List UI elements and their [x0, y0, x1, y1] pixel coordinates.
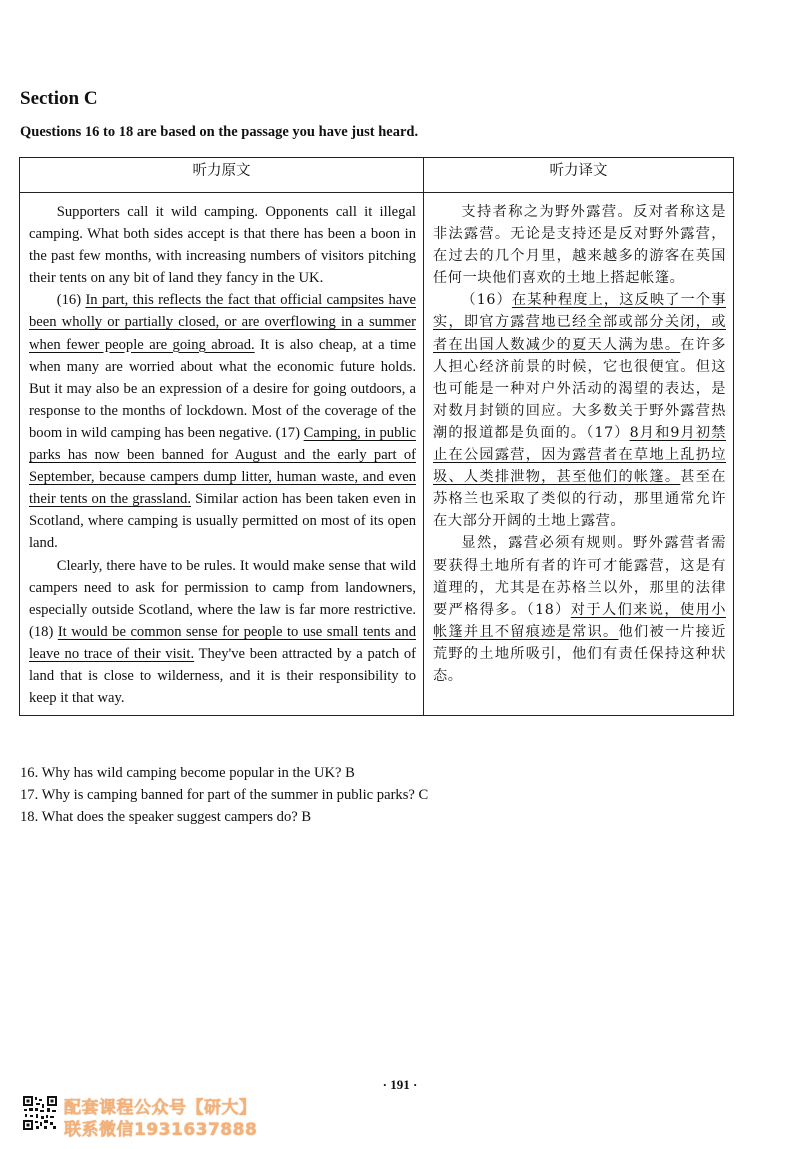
chinese-p2-end: 甚至在苏格兰也采取了类似的行动，那里通常允许在大部分开阔的土地上露营。 [433, 469, 726, 530]
chinese-p3-start: 显然，露营必须有规则。野外露营者需要获得土地所有者的许可才能露营，这是有道理的，尤其是在苏格兰以外，那里的法律要严格得多。（18） [433, 535, 726, 618]
header-translation: 听力译文 [424, 158, 734, 193]
english-p3-end: They've been attracted by a patch of land that is close to wilderness, and it is their responsibility to keep it that way. [29, 645, 417, 707]
cn-answer-18-underlined: 对于人们来说，使用小帐篷并且不留痕迹是常识。 [433, 601, 726, 640]
english-p2-middle: It is also cheap, at a time when many are worried about what the economic future holds. But it may also be an expression of a desire for going outdoors, a response to the months of lockdown. Most of the coverage of the boom in wild camping has been negative. (17) [29, 336, 416, 441]
chinese-paragraph-3 [433, 532, 726, 687]
qr-code-icon [22, 1095, 58, 1131]
answer-marker-16: (16) [56, 292, 86, 309]
chinese-p2-middle: 在许多人担心经济前景的时候，它也很便宜。但这也可能是一种对户外活动的渴望的表达，是对数月封锁的回应。大多数关于野外露营热潮的报道都是负面的。（17） [433, 336, 726, 441]
answer-17-underlined: Camping, in public parks has now been banned for August and the early part of September, because campers dump litter, human waste, and even their tents on the grassland. [29, 424, 416, 508]
english-paragraph-1: Supporters call it wild camping. Opponents call it illegal camping. What both sides accept is that there has been a boon in the past few months, with increasing numbers of visitors pitching their tents on any bit of land they fancy in the UK. [29, 204, 416, 287]
question-item: 17. Why is camping banned for part of the summer in public parks? C [20, 787, 429, 803]
english-p3-start: Clearly, there have to be rules. It would make sense that wild campers need to ask for permission to camp from landowners, especially outside Scotland, where the law is far more restrictive. (18) [29, 557, 416, 640]
watermark-line-2: 联系微信1931637888 [64, 1120, 258, 1140]
page-number: · 191 · [382, 1077, 418, 1092]
transcript-table [19, 157, 734, 716]
table-body-row [20, 193, 734, 716]
header-original: 听力原文 [20, 158, 424, 193]
chinese-paragraph-1: 支持者称之为野外露营。反对者称这是非法露营。无论是支持还是反对野外露营，在过去的几个月里，越来越多的游客在英国任何一块他们喜欢的土地上搭起帐篷。 [433, 204, 726, 287]
section-instructions: Questions 16 to 18 are based on the passage you have just heard. [20, 124, 419, 140]
cn-answer-16-underlined: 在某种程度上，这反映了一个事实，即官方露营地已经全部或部分关闭，或者在出国人数减少的夏天人满为患。 [433, 292, 726, 353]
chinese-paragraph-2 [433, 289, 726, 532]
answer-18-underlined: It would be common sense for people to use small tents and leave no trace of their visit. [29, 623, 416, 662]
chinese-translation [424, 193, 734, 716]
section-title: Section C [20, 88, 98, 109]
question-list [20, 762, 428, 828]
watermark-line-1: 配套课程公众号【研大】 [64, 1098, 257, 1118]
table-header-row [20, 158, 734, 193]
cn-answer-17-underlined: 8月和9月初禁止在公园露营，因为露营者在草地上乱扔垃圾、人类排泄物，甚至他们的帐篷。 [433, 424, 726, 486]
chinese-p3-end: 他们被一片接近荒野的土地所吸引，他们有责任保持这种状态。 [433, 623, 727, 684]
question-item: 18. What does the speaker suggest campers do? B [20, 809, 312, 825]
question-item: 16. Why has wild camping become popular in the UK? B [20, 765, 355, 781]
english-paragraph-2 [29, 289, 416, 554]
english-p2-end: Similar action has been taken even in Scotland, where camping is usually permitted on most of its open land. [29, 491, 417, 552]
english-transcript [20, 193, 424, 716]
cn-answer-marker-16: （16） [461, 292, 512, 309]
answer-16-underlined: In part, this reflects the fact that official campsites have been wholly or partially closed, or are overflowing in a summer when fewer people are going abroad. [29, 292, 416, 353]
english-paragraph-3 [29, 555, 416, 710]
